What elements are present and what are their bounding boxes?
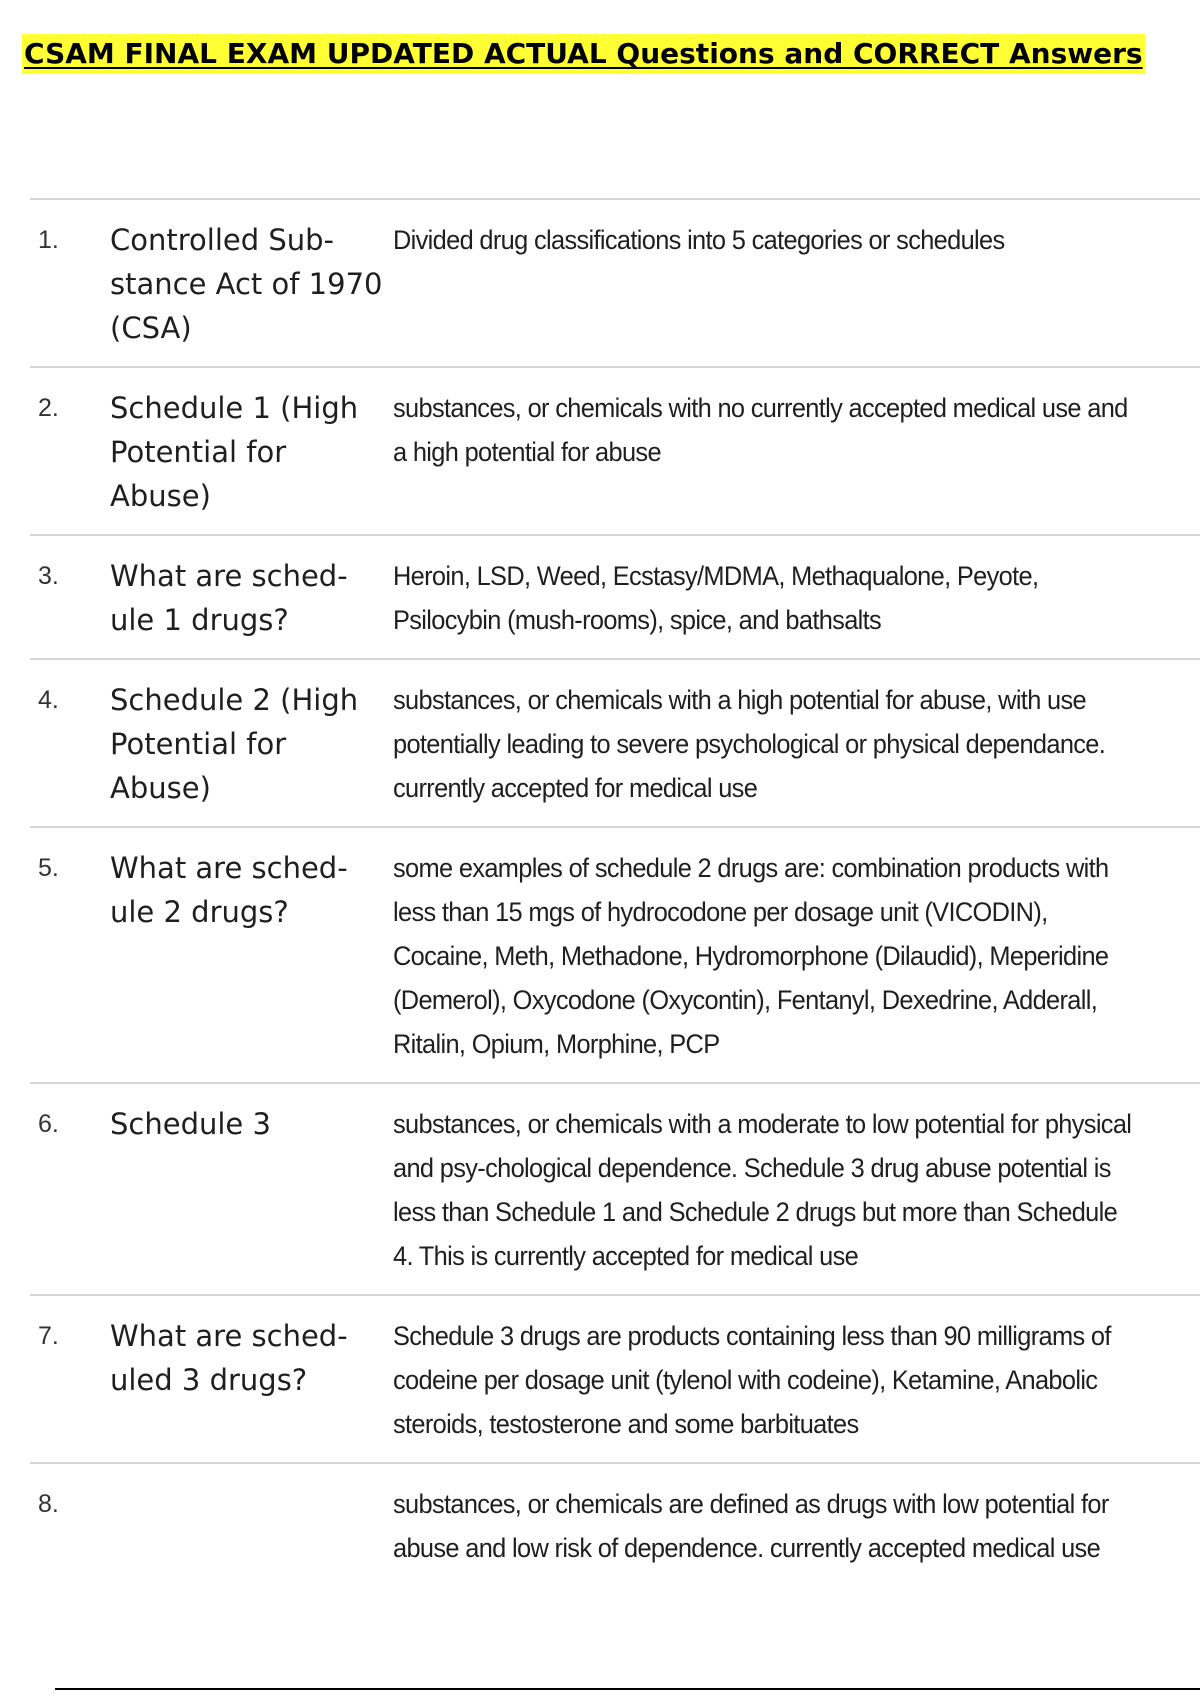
item-term: Schedule 3 xyxy=(110,1107,271,1141)
item-definition: substances, or chemicals with a moderate to low potential for physical and psy-chological dependence. Schedule 3 drug abuse potential is less than Schedule 1 and Schedule 2 drugs but more than Schedule 4. This is currently accepted for medical use xyxy=(393,1109,1132,1271)
item-term: Controlled Sub- stance Act of 1970 (CSA) xyxy=(110,223,383,345)
qa-row-7 xyxy=(30,1296,1200,1464)
item-definition: substances, or chemicals with a high potential for abuse, with use potentially leading to severe psychological or physical dependance. currently accepted for medical use xyxy=(393,685,1106,803)
qa-row-5 xyxy=(30,828,1200,1084)
item-definition: Heroin, LSD, Weed, Ecstasy/MDMA, Methaqualone, Peyote, Psilocybin (mush-rooms), spice, and bathsalts xyxy=(393,561,1039,635)
item-number: 5. xyxy=(38,854,59,882)
item-definition: some examples of schedule 2 drugs are: combination products with less than 15 mgs of hydrocodone per dosage unit (VICODIN), Cocaine, Meth, Methadone, Hydromorphone (Dilaudid), Meperidine (Demerol), Oxycodone (Oxycontin), Fentanyl, Dexedrine, Adderall, Ritalin, Opium, Morphine, PCP xyxy=(393,853,1109,1059)
item-term: Schedule 2 (High Potential for Abuse) xyxy=(110,683,359,805)
qa-row-2 xyxy=(30,368,1200,536)
item-number: 6. xyxy=(38,1110,59,1138)
item-number: 7. xyxy=(38,1322,59,1350)
item-number: 2. xyxy=(38,394,59,422)
qa-row-8 xyxy=(30,1464,1200,1586)
item-term: Schedule 1 (High Potential for Abuse) xyxy=(110,391,359,513)
item-number: 8. xyxy=(38,1490,59,1518)
qa-row-1 xyxy=(30,200,1200,368)
item-number: 3. xyxy=(38,562,59,590)
item-definition: substances, or chemicals are defined as drugs with low potential for abuse and low risk of dependence. currently accepted medical use xyxy=(393,1489,1109,1563)
item-definition: Schedule 3 drugs are products containing less than 90 milligrams of codeine per dosage unit (tylenol with codeine), Ketamine, Anabolic steroids, testosterone and some barbituates xyxy=(393,1321,1111,1439)
qa-table xyxy=(30,198,1200,1586)
qa-row-6 xyxy=(30,1084,1200,1296)
item-definition: substances, or chemicals with no currently accepted medical use and a high potential for abuse xyxy=(393,393,1128,467)
qa-row-4 xyxy=(30,660,1200,828)
document-title: CSAM FINAL EXAM UPDATED ACTUAL Questions and CORRECT Answers xyxy=(22,34,1145,74)
item-definition: Divided drug classifications into 5 categories or schedules xyxy=(393,225,1005,255)
item-term: What are sched- uled 3 drugs? xyxy=(110,1319,348,1397)
qa-row-3 xyxy=(30,536,1200,660)
item-number: 4. xyxy=(38,686,59,714)
item-number: 1. xyxy=(38,226,59,254)
item-term: What are sched- ule 2 drugs? xyxy=(110,851,348,929)
page-bottom-rule xyxy=(55,1688,1200,1690)
item-term: What are sched- ule 1 drugs? xyxy=(110,559,348,637)
